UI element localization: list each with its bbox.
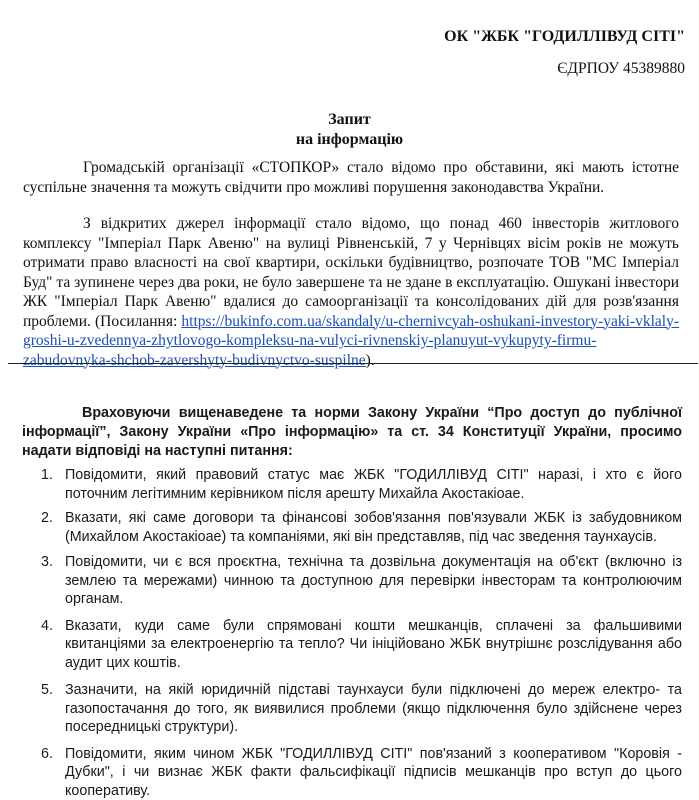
question-number: 5. <box>41 681 53 700</box>
questions-list <box>22 466 682 800</box>
edrpou-code: ЄДРПОУ 45389880 <box>557 60 685 78</box>
recipient-name: ОК "ЖБК "ГОДИЛЛІВУД СІТІ" <box>444 28 685 46</box>
question-number: 3. <box>41 553 53 572</box>
paragraph-investors <box>23 214 679 370</box>
question-number: 6. <box>41 745 53 764</box>
question-text: Вказати, куди саме були спрямовані кошти мешканців, сплачені за фальшивими квитанціями за електроенергію та тепло? Чи ініційовано ЖБК внутрішнє розслідування або аудит цих коштів. <box>65 618 682 671</box>
question-number: 1. <box>41 466 53 485</box>
list-item <box>22 681 682 737</box>
question-number: 4. <box>41 617 53 636</box>
section-divider <box>8 363 698 364</box>
question-text: Повідомити, чи є вся проєктна, технічна та дозвільна документація на об'єкт (включно із землею та мережами) чинною та доступною для перевірки інвесторам та контролюючим органам. <box>65 554 682 607</box>
document-title <box>0 110 699 150</box>
question-text: Зазначити, на якій юридичній підставі таунхауси були підключені до мереж електро- та газопостачання до того, як виявилися проблеми (якщо підключення було здійснене через посередницькі структури). <box>65 682 682 735</box>
list-item <box>22 509 682 546</box>
list-item <box>22 745 682 800</box>
paragraph-circumstances: Громадській організації «СТОПКОР» стало відомо про обставини, які мають істотне суспільне значення та можуть свідчити про можливі порушення законодавства України. <box>23 158 679 197</box>
question-text: Повідомити, який правовий статус має ЖБК "ГОДИЛЛІВУД СІТІ" наразі, і хто є його поточним легітимним керівником після арешту Михайла Акостакіоае. <box>65 467 682 502</box>
paragraph-investors-text: З відкритих джерел інформації стало відомо, що понад 460 інвесторів житлового комплексу "Імперіал Парк Авеню" на вулиці Рівненській, 7 у Чернівцях вісім років не можуть отримати право власності на свої квартири, оскільки будівництво, розпочате ТОВ "МС Імперіал Буд" та зупинене через два роки, не було завершене та не здане в експлуатацію. Ошукані інвестори ЖК "Імперіал Парк Авеню" вдалися до самоорганізації та консолідованих дій для розв'язання проблеми. (Посилання: <box>23 215 679 330</box>
question-text: Повідомити, яким чином ЖБК "ГОДИЛЛІВУД СІТІ" пов'язаний з кооперативом "Коровія - Дубки", і чи визнає ЖБК факти фальсифікації підписів мешканців про вступ до цього кооперативу. <box>65 746 682 799</box>
question-text: Вказати, які саме договори та фінансові зобов'язання пов'язували ЖБК із забудовником (Михайлом Акостакіоае) та компаніями, які він представляв, під час зведення таунхаусів. <box>65 510 682 545</box>
list-item <box>22 553 682 609</box>
list-item <box>22 466 682 503</box>
paragraph-investors-closing: ). <box>366 352 375 369</box>
request-intro: Враховуючи вищенаведене та норми Закону України “Про доступ до публічної інформації”, Закону України «Про інформацію» та ст. 34 Конституції України, просимо надати відповіді на наступні питання: <box>22 404 682 461</box>
title-line-1: Запит <box>0 110 699 130</box>
list-item <box>22 617 682 673</box>
title-line-2: на інформацію <box>0 130 699 150</box>
source-link[interactable]: https://bukinfo.com.ua/skandaly/u-chernivcyah-oshukani-investory-yaki-vklaly-groshi-u-zvedennya-zhytlovogo-kompleksu-na-vulyci-rivnenskiy-planuyut-vykupyty-firmu-zabudovnyka-shchob-zavershyty-budivnyctvo-suspilne <box>23 313 679 369</box>
question-number: 2. <box>41 509 53 528</box>
